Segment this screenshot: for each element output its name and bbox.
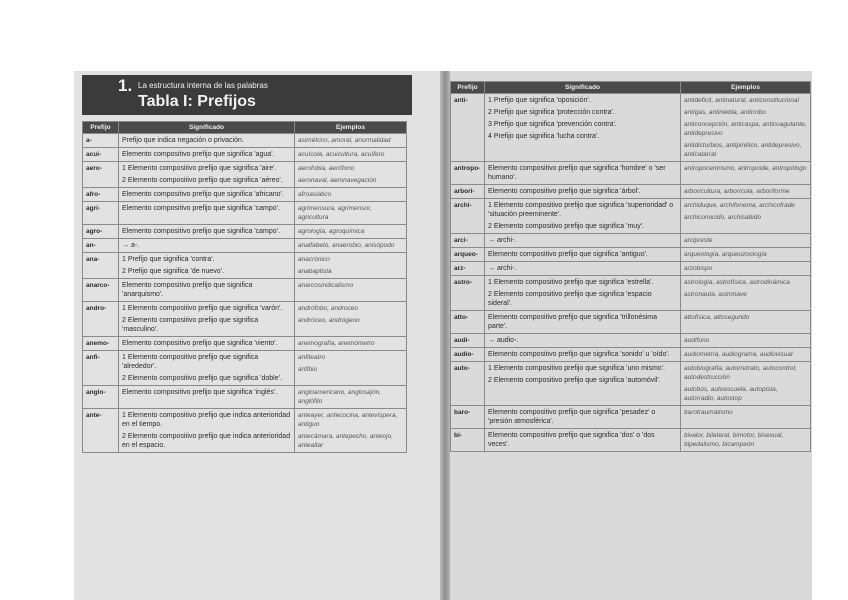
examples-cell	[681, 362, 811, 406]
table-row	[83, 351, 407, 386]
table-row	[83, 386, 407, 409]
example-text: anfiteatro	[298, 354, 326, 361]
example-text: astronauta, astronave	[684, 291, 747, 298]
example-text: anarcosindicalismo	[298, 282, 354, 289]
column-header: Ejemplos	[681, 82, 811, 94]
example-text: agrología, agroquímica	[298, 228, 365, 235]
table-row	[83, 162, 407, 188]
prefix-cell: a-	[83, 134, 119, 148]
example-text: afroasiático	[298, 191, 332, 198]
meaning-cell	[119, 302, 295, 337]
prefix-cell: arbori-	[451, 185, 485, 199]
prefix-cell: andro-	[83, 302, 119, 337]
example-text: analfabeto, anaerobio, anisópodo	[298, 242, 395, 249]
table-row	[83, 337, 407, 351]
prefix-cell: afro-	[83, 188, 119, 202]
section-subtitle: La estructura interna de las palabras	[138, 81, 268, 90]
meaning-text: 2 Elemento compositivo prefijo que significa 'muy'.	[488, 223, 644, 230]
prefix-cell: anarco-	[83, 279, 119, 302]
table-row	[83, 253, 407, 279]
example-text: andrófobo, androceo	[298, 305, 358, 312]
examples-cell	[681, 276, 811, 311]
table-row	[451, 199, 811, 234]
meaning-cell	[485, 262, 681, 276]
examples-cell	[295, 302, 407, 337]
right-page	[450, 71, 812, 600]
examples-cell	[681, 94, 811, 162]
example-text: anabaptista	[298, 268, 332, 275]
prefix-cell: audio-	[451, 348, 485, 362]
example-text: archiduque, archifonema, archicofrade	[684, 202, 795, 209]
meaning-text: 1 Prefijo que significa 'oposición'.	[488, 97, 591, 104]
table-row	[451, 406, 811, 429]
table-row	[451, 185, 811, 199]
example-text: bivalor, bilateral, bimotor, bisexual, bipedalismo, bicampeón	[684, 432, 784, 448]
meaning-text: 1 Elemento compositivo prefijo que significa 'uno mismo'.	[488, 365, 665, 372]
table-row	[451, 248, 811, 262]
prefix-table-right	[450, 81, 811, 452]
examples-cell	[295, 134, 407, 148]
examples-cell	[295, 337, 407, 351]
meaning-text: 2 Elemento compositivo prefijo que significa 'doble'.	[122, 375, 282, 382]
prefix-cell: arci-	[451, 234, 485, 248]
example-text: andróceo, andrógeno	[298, 317, 360, 324]
table-row	[451, 348, 811, 362]
examples-cell	[681, 311, 811, 334]
left-page	[74, 71, 440, 600]
example-text: aerofobia, aerófono	[298, 165, 355, 172]
meaning-text: Elemento compositivo prefijo que significa 'campo'.	[122, 205, 280, 212]
table-row	[83, 188, 407, 202]
examples-cell	[295, 386, 407, 409]
meaning-text: → a-.	[122, 242, 140, 249]
table-row	[451, 262, 811, 276]
prefix-cell: aero-	[83, 162, 119, 188]
prefix-cell: acui-	[83, 148, 119, 162]
meaning-cell	[119, 253, 295, 279]
table-row	[451, 429, 811, 452]
example-text: antropocentrismo, antropoide, antropólogo	[684, 165, 807, 172]
example-text: archiconocido, archisabido	[684, 214, 761, 221]
prefix-cell: arz-	[451, 262, 485, 276]
meaning-cell	[119, 148, 295, 162]
table-row	[451, 234, 811, 248]
example-text: antideficit, antinatural, anticonstitucional	[684, 97, 799, 104]
section-banner	[82, 75, 412, 115]
meaning-text: → audio-.	[488, 337, 519, 344]
example-text: attofísica, attosegundo	[684, 314, 750, 321]
example-text: anemografía, anemómetro	[298, 340, 375, 347]
examples-cell	[295, 188, 407, 202]
table-row	[451, 311, 811, 334]
prefix-cell: auto-	[451, 362, 485, 406]
table-row	[451, 94, 811, 162]
example-text: arzobispo	[684, 265, 713, 272]
meaning-text: 2 Prefijo que significa 'protección contra'.	[488, 109, 615, 116]
meaning-cell	[119, 386, 295, 409]
table-row	[83, 134, 407, 148]
prefix-cell: ana-	[83, 253, 119, 279]
meaning-cell	[119, 162, 295, 188]
examples-cell	[681, 162, 811, 185]
meaning-text: Elemento compositivo prefijo que significa 'agua'.	[122, 151, 275, 158]
meaning-cell	[119, 351, 295, 386]
prefix-cell: anglo-	[83, 386, 119, 409]
meaning-text: Elemento compositivo prefijo que significa 'árbol'.	[488, 188, 641, 195]
meaning-cell	[119, 279, 295, 302]
meaning-cell	[485, 276, 681, 311]
examples-cell	[295, 253, 407, 279]
example-text: anticoncepción, anticaspa, anticoagulante, antidepresivo	[684, 121, 807, 137]
example-text: autobiografía, autorretrato, autocontrol, autodestrucción	[684, 365, 797, 381]
table-row	[83, 302, 407, 337]
example-text: acuícola, acuicultura, acuífero	[298, 151, 385, 158]
prefix-cell: bi-	[451, 429, 485, 452]
example-text: angloamericano, anglosajón, anglófilo	[298, 389, 382, 405]
table-title: Tabla I: Prefijos	[138, 93, 256, 110]
meaning-text: → archi-.	[488, 265, 517, 272]
examples-cell	[681, 248, 811, 262]
prefix-cell: anti-	[451, 94, 485, 162]
table-row	[451, 162, 811, 185]
example-text: antecámara, antepecho, anteojo, antealtar	[298, 433, 394, 449]
meaning-cell	[485, 429, 681, 452]
examples-cell	[681, 199, 811, 234]
meaning-cell	[485, 185, 681, 199]
meaning-text: 1 Elemento compositivo prefijo que significa 'aire'.	[122, 165, 277, 172]
column-header: Significado	[485, 82, 681, 94]
prefix-cell: atto-	[451, 311, 485, 334]
meaning-text: 1 Prefijo que significa 'contra'.	[122, 256, 215, 263]
meaning-cell	[119, 188, 295, 202]
examples-cell	[681, 262, 811, 276]
table-row	[451, 276, 811, 311]
meaning-text: Elemento compositivo prefijo que significa 'africano'.	[122, 191, 284, 198]
example-text: autobús, autoescuela, autopista, autorradio, autostop	[684, 386, 778, 402]
prefix-cell: anemo-	[83, 337, 119, 351]
meaning-cell	[119, 337, 295, 351]
example-text: anteayer, antecocina, antevíspera, antiguo	[298, 412, 398, 428]
meaning-text: 2 Elemento compositivo prefijo que significa 'espacio sideral'.	[488, 291, 652, 307]
meaning-text: 1 Elemento compositivo prefijo que significa 'superioridad' o 'situación preeminente'.	[488, 202, 674, 218]
meaning-text: → archi-.	[488, 237, 517, 244]
meaning-text: 4 Prefijo que significa 'lucha contra'.	[488, 133, 600, 140]
meaning-cell	[485, 334, 681, 348]
prefix-cell: anfi-	[83, 351, 119, 386]
meaning-cell	[485, 248, 681, 262]
meaning-cell	[119, 134, 295, 148]
example-text: barotraumatismo	[684, 409, 733, 416]
examples-cell	[295, 239, 407, 253]
table-row	[83, 409, 407, 453]
meaning-cell	[485, 199, 681, 234]
examples-cell	[681, 185, 811, 199]
example-text: arqueología, arqueozoología	[684, 251, 767, 258]
meaning-text: Elemento compositivo prefijo que significa 'anarquismo'.	[122, 282, 253, 298]
example-text: arcipreste	[684, 237, 713, 244]
meaning-text: 3 Prefijo que significa 'prevención contra'.	[488, 121, 617, 128]
examples-cell	[681, 406, 811, 429]
meaning-cell	[485, 234, 681, 248]
meaning-text: Elemento compositivo prefijo que significa 'pesadez' o 'presión atmosférica'.	[488, 409, 656, 425]
prefix-table-left	[82, 121, 407, 453]
table-header-row	[83, 122, 407, 134]
prefix-cell: audi-	[451, 334, 485, 348]
meaning-text: 2 Elemento compositivo prefijo que significa 'automóvil'.	[488, 377, 661, 384]
example-text: anacrónico	[298, 256, 330, 263]
example-text: asimétrico, amoral, anormalidad	[298, 137, 391, 144]
meaning-text: 1 Elemento compositivo prefijo que indica anterioridad en el tiempo.	[122, 412, 291, 428]
table-row	[83, 279, 407, 302]
meaning-text: Elemento compositivo prefijo que significa 'dos' o 'dos veces'.	[488, 432, 655, 448]
table-row	[83, 148, 407, 162]
meaning-text: Prefijo que indica negación o privación.	[122, 137, 244, 144]
meaning-cell	[485, 162, 681, 185]
meaning-cell	[485, 348, 681, 362]
prefix-cell: an-	[83, 239, 119, 253]
meaning-text: 2 Prefijo que significa 'de nuevo'.	[122, 268, 224, 275]
column-header: Prefijo	[83, 122, 119, 134]
meaning-text: Elemento compositivo prefijo que significa 'antiguo'.	[488, 251, 648, 258]
column-header: Significado	[119, 122, 295, 134]
examples-cell	[681, 234, 811, 248]
meaning-text: Elemento compositivo prefijo que significa 'campo'.	[122, 228, 280, 235]
examples-cell	[681, 348, 811, 362]
example-text: audífono	[684, 337, 710, 344]
meaning-text: Elemento compositivo prefijo que significa 'trillonésima parte'.	[488, 314, 658, 330]
meaning-cell	[119, 225, 295, 239]
meaning-text: 2 Elemento compositivo prefijo que indica anterioridad en el espacio.	[122, 433, 291, 449]
book-gutter	[440, 71, 450, 600]
example-text: aeronaval, aeronavegación	[298, 177, 377, 184]
table-row	[83, 239, 407, 253]
meaning-cell	[485, 362, 681, 406]
examples-cell	[295, 225, 407, 239]
table-header-row	[451, 82, 811, 94]
column-header: Ejemplos	[295, 122, 407, 134]
scanned-book-spread	[74, 71, 812, 600]
example-text: antidisturbios, antipirético, antidepresivo, anticatarral	[684, 142, 802, 158]
table-row	[83, 202, 407, 225]
examples-cell	[681, 334, 811, 348]
example-text: anfibio	[298, 366, 318, 373]
prefix-cell: astro-	[451, 276, 485, 311]
meaning-text: 1 Elemento compositivo prefijo que significa 'alrededor'.	[122, 354, 259, 370]
examples-cell	[681, 429, 811, 452]
meaning-text: 2 Elemento compositivo prefijo que significa 'masculino'.	[122, 317, 259, 333]
prefix-cell: baro-	[451, 406, 485, 429]
example-text: audiometría, audiograma, audiovisual	[684, 351, 793, 358]
example-text: arboricultura, arborícola, arboriforme	[684, 188, 790, 195]
column-header: Prefijo	[451, 82, 485, 94]
prefix-cell: ante-	[83, 409, 119, 453]
examples-cell	[295, 148, 407, 162]
section-number: 1.	[118, 76, 133, 95]
example-text: agrimensura, agrimensor, agricultura	[298, 205, 372, 221]
meaning-cell	[119, 409, 295, 453]
examples-cell	[295, 279, 407, 302]
meaning-text: 2 Elemento compositivo prefijo que significa 'aéreo'.	[122, 177, 283, 184]
meaning-text: Elemento compositivo prefijo que significa 'sonido' u 'oído'.	[488, 351, 670, 358]
examples-cell	[295, 351, 407, 386]
examples-cell	[295, 409, 407, 453]
meaning-text: Elemento compositivo prefijo que significa 'inglés'.	[122, 389, 278, 396]
prefix-cell: agro-	[83, 225, 119, 239]
prefix-cell: archi-	[451, 199, 485, 234]
example-text: antígas, antiniebla, antirrobo	[684, 109, 767, 116]
meaning-cell	[119, 239, 295, 253]
examples-cell	[295, 162, 407, 188]
table-row	[451, 334, 811, 348]
example-text: astrología, astrofísica, astrodinámica	[684, 279, 790, 286]
table-row	[451, 362, 811, 406]
meaning-cell	[485, 311, 681, 334]
meaning-text: 1 Elemento compositivo prefijo que significa 'estrella'.	[488, 279, 654, 286]
meaning-text: 1 Elemento compositivo prefijo que significa 'varón'.	[122, 305, 283, 312]
prefix-cell: arqueo-	[451, 248, 485, 262]
meaning-text: Elemento compositivo prefijo que significa 'hombre' o 'ser humano'.	[488, 165, 666, 181]
table-row	[83, 225, 407, 239]
examples-cell	[295, 202, 407, 225]
meaning-cell	[119, 202, 295, 225]
prefix-cell: agri-	[83, 202, 119, 225]
prefix-cell: antropo-	[451, 162, 485, 185]
meaning-text: Elemento compositivo prefijo que significa 'viento'.	[122, 340, 278, 347]
meaning-cell	[485, 94, 681, 162]
meaning-cell	[485, 406, 681, 429]
